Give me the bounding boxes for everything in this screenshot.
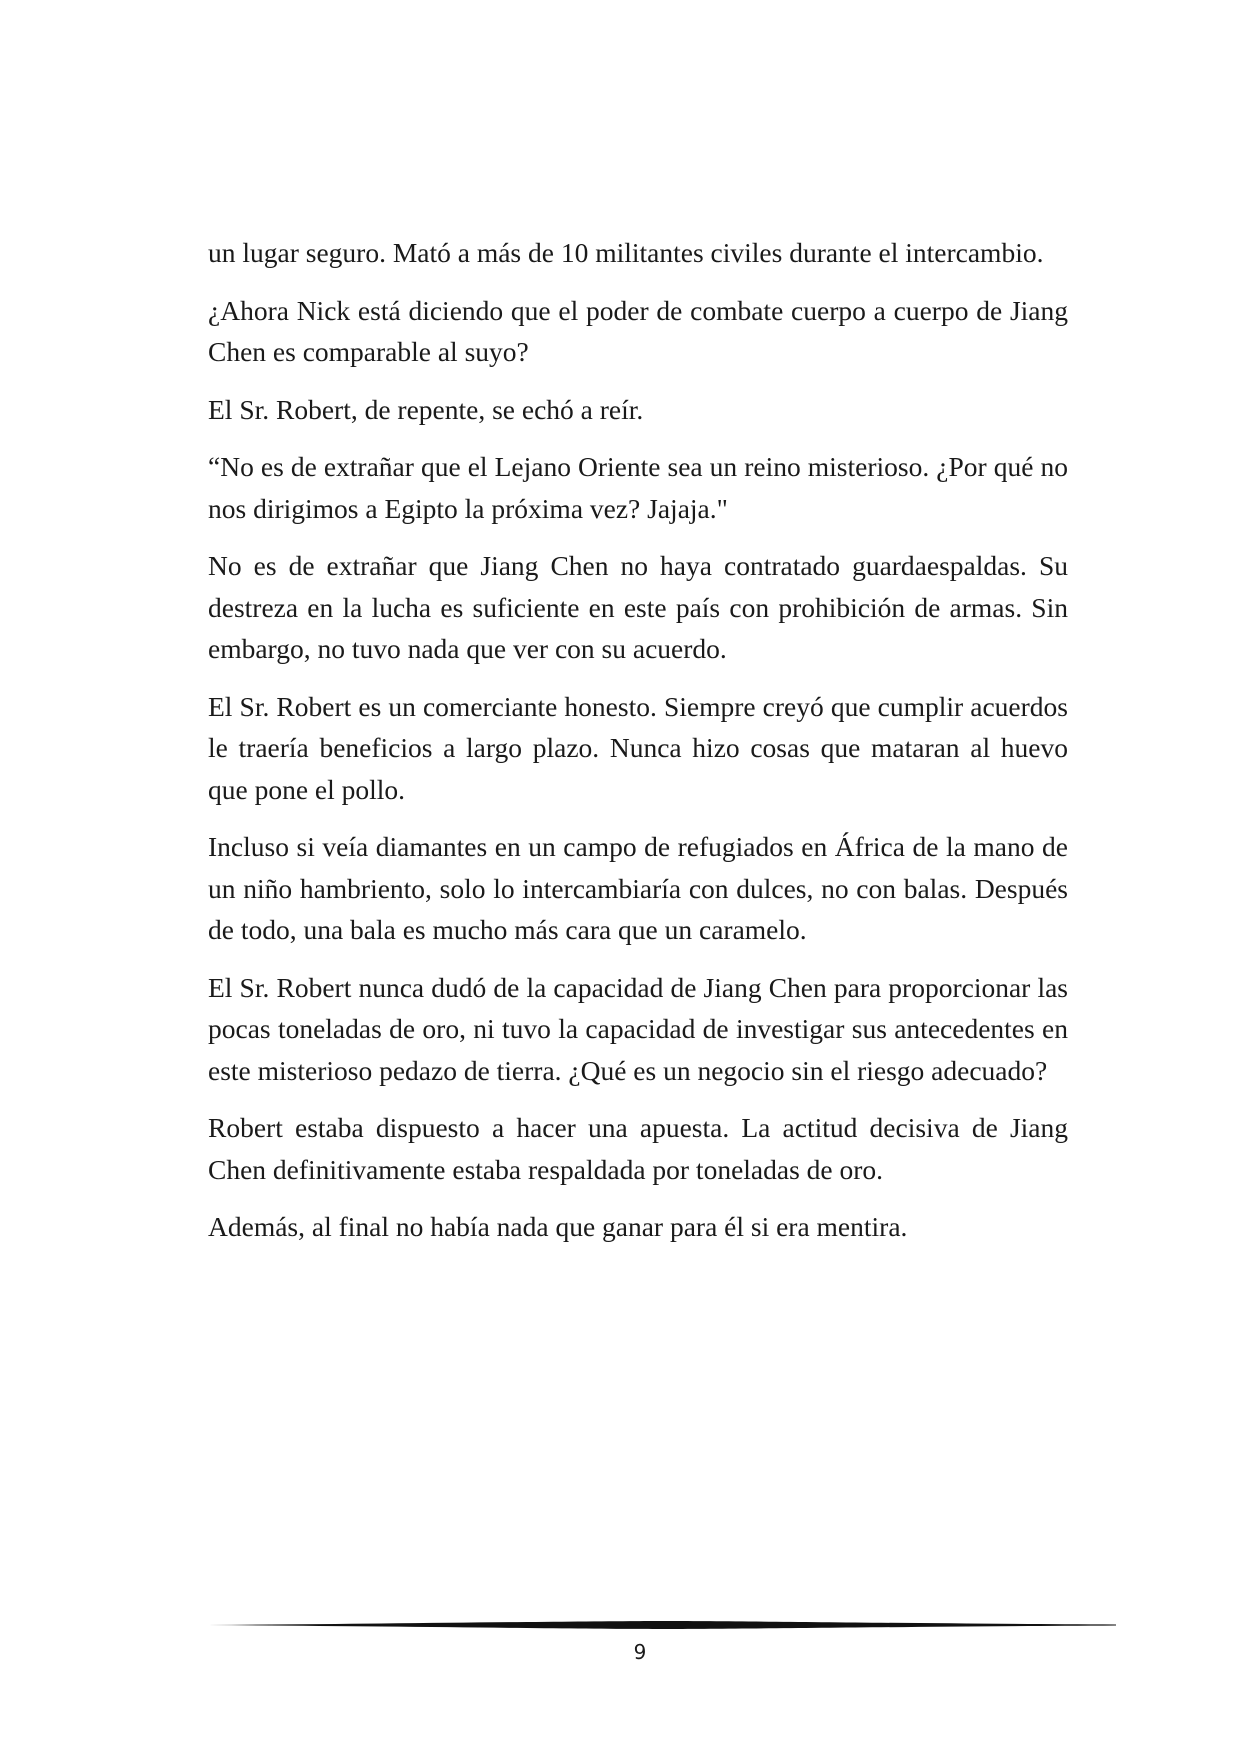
footer-divider — [208, 1618, 1116, 1632]
paragraph: Incluso si veía diamantes en un campo de refugiados en África de la mano de un niño hambriento, solo lo intercambiaría con dulces, no con balas. Después de todo, una bala es mucho más cara que un caramelo. — [208, 831, 1068, 945]
paragraph: “No es de extrañar que el Lejano Oriente sea un reino misterioso. ¿Por qué no nos dirigimos a Egipto la próxima vez? Jajaja." — [208, 451, 1068, 524]
paragraph: ¿Ahora Nick está diciendo que el poder de combate cuerpo a cuerpo de Jiang Chen es comparable al suyo? — [208, 294, 1068, 367]
paragraph: un lugar seguro. Mató a más de 10 militantes civiles durante el intercambio. — [208, 237, 1044, 268]
paragraph: Robert estaba dispuesto a hacer una apuesta. La actitud decisiva de Jiang Chen definitivamente estaba respaldada por toneladas de oro. — [208, 1112, 1068, 1185]
footer-divider-swash — [208, 1621, 1116, 1629]
paragraph: No es de extrañar que Jiang Chen no haya contratado guardaespaldas. Su destreza en la lucha es suficiente en este país con prohibición de armas. Sin embargo, no tuvo nada que ver con su acuerdo. — [208, 550, 1068, 664]
paragraph: El Sr. Robert es un comerciante honesto. Siempre creyó que cumplir acuerdos le traería beneficios a largo plazo. Nunca hizo cosas que mataran al huevo que pone el pollo. — [208, 690, 1068, 805]
paragraph: El Sr. Robert nunca dudó de la capacidad de Jiang Chen para proporcionar las pocas toneladas de oro, ni tuvo la capacidad de investigar sus antecedentes en este misterioso pedazo de tierra. ¿Qué es un negocio sin el riesgo adecuado? — [208, 971, 1068, 1086]
page-number: 9 — [633, 1640, 647, 1664]
paragraph: Además, al final no había nada que ganar para él si era mentira. — [208, 1211, 908, 1242]
paragraph: El Sr. Robert, de repente, se echó a reír. — [208, 393, 644, 425]
body-text — [208, 232, 1068, 1264]
